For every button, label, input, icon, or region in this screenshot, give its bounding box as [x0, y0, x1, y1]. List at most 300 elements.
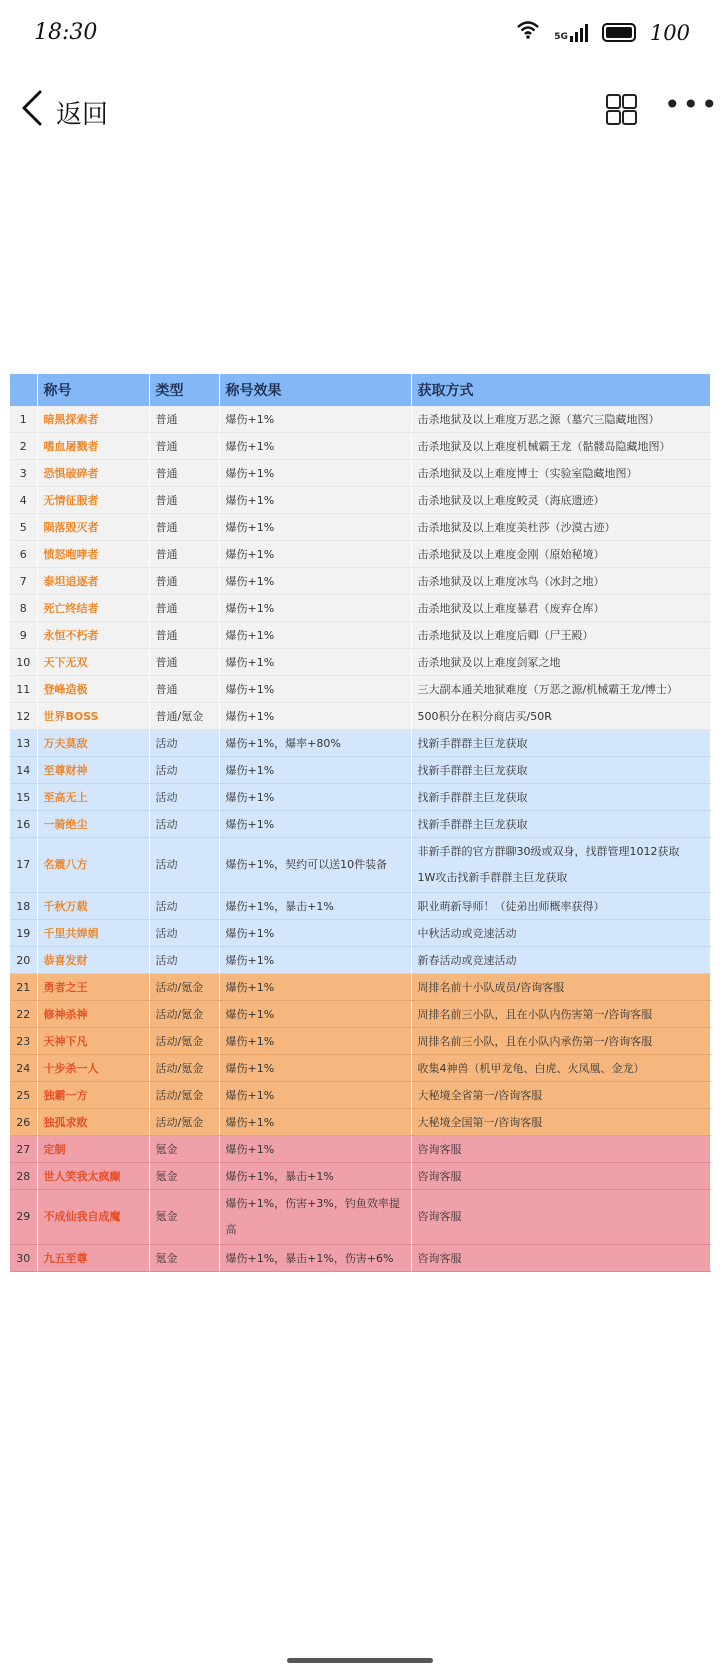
table-row [10, 1163, 710, 1190]
row-title [37, 1082, 149, 1109]
row-index [10, 920, 37, 947]
row-index-text: 24 [16, 1061, 31, 1075]
row-index-text: 4 [19, 493, 27, 507]
row-method-text: 击杀地狱及以上难度金刚（原始秘境） [417, 548, 605, 561]
row-index [10, 622, 37, 649]
row-index [10, 1190, 37, 1245]
table-row [10, 1055, 710, 1082]
row-method [411, 974, 710, 1001]
row-index-text: 9 [19, 628, 27, 642]
table-row [10, 1136, 710, 1163]
row-title [37, 568, 149, 595]
row-type-text: 普通 [155, 656, 178, 669]
row-index [10, 703, 37, 730]
table-row [10, 1190, 710, 1245]
row-effect-text: 爆伤+1% [225, 494, 275, 507]
row-type [149, 649, 219, 676]
row-title-text: 恐惧破碎者 [43, 467, 99, 480]
row-index [10, 784, 37, 811]
row-effect [219, 433, 411, 460]
row-index [10, 595, 37, 622]
row-index [10, 1136, 37, 1163]
row-effect-text: 爆伤+1% [225, 764, 275, 777]
row-index-text: 22 [16, 1007, 31, 1021]
row-type [149, 893, 219, 920]
row-method-text: 职业萌新导师！（徒弟出师概率获得） [417, 900, 605, 913]
table-row [10, 1082, 710, 1109]
row-title [37, 1163, 149, 1190]
row-method-text: 周排名前十小队成员/咨询客服 [417, 981, 565, 994]
row-index-text: 23 [16, 1034, 31, 1048]
row-type-text: 普通 [155, 683, 178, 696]
row-title-text: 天下无双 [43, 656, 88, 669]
row-effect-text: 爆伤+1% [225, 440, 275, 453]
row-title-text: 世界BOSS [43, 710, 99, 723]
row-method-text: 击杀地狱及以上难度万恶之源（墓穴三隐藏地图） [417, 413, 660, 426]
row-effect-text: 爆伤+1%，暴击+1% [225, 900, 334, 913]
row-effect-text: 爆伤+1% [225, 575, 275, 588]
row-type-text: 普通 [155, 602, 178, 615]
row-method [411, 487, 710, 514]
row-effect-text: 爆伤+1%，暴击+1%，伤害+6% [225, 1252, 394, 1265]
row-effect-text: 爆伤+1% [225, 467, 275, 480]
row-effect [219, 622, 411, 649]
table-row [10, 1028, 710, 1055]
row-index [10, 676, 37, 703]
row-title [37, 649, 149, 676]
row-title [37, 838, 149, 893]
row-type [149, 757, 219, 784]
row-index-text: 27 [16, 1142, 31, 1156]
table-row [10, 730, 710, 757]
row-method [411, 1028, 710, 1055]
row-effect-text: 爆伤+1% [225, 1035, 275, 1048]
row-method-text: 三大副本通关地狱难度（万恶之源/机械霸王龙/博士） [417, 683, 678, 696]
row-title [37, 487, 149, 514]
row-index-text: 16 [16, 817, 31, 831]
row-type [149, 622, 219, 649]
row-method-text: 击杀地狱及以上难度后卿（尸王殿） [417, 629, 594, 642]
row-method-text: 咨询客服 [417, 1252, 462, 1265]
row-method-text: 找新手群群主巨龙获取 [417, 791, 528, 804]
row-effect [219, 1245, 411, 1272]
row-index-text: 5 [19, 520, 27, 534]
row-title [37, 1028, 149, 1055]
row-method [411, 676, 710, 703]
row-method-text: 找新手群群主巨龙获取 [417, 764, 528, 777]
row-index [10, 838, 37, 893]
row-type-text: 活动/氪金 [155, 1116, 204, 1129]
table-row [10, 811, 710, 838]
row-method [411, 514, 710, 541]
row-index [10, 406, 37, 433]
row-title [37, 1136, 149, 1163]
row-effect-text: 爆伤+1% [225, 818, 275, 831]
row-type [149, 541, 219, 568]
table-row [10, 595, 710, 622]
row-type [149, 947, 219, 974]
row-method-text: 击杀地狱及以上难度博士（实验室隐藏地图） [417, 467, 638, 480]
row-effect-text: 爆伤+1% [225, 791, 275, 804]
row-index-text: 6 [19, 547, 27, 561]
row-type-text: 普通 [155, 548, 178, 561]
row-type-text: 普通 [155, 629, 178, 642]
title-table-container [10, 374, 710, 1272]
table-row [10, 784, 710, 811]
row-title-text: 无情征服者 [43, 494, 99, 507]
header-effect: 称号效果 [219, 374, 411, 406]
row-method [411, 1055, 710, 1082]
row-effect-text: 爆伤+1%，爆率+80% [225, 737, 341, 750]
row-type [149, 1190, 219, 1245]
row-type-text: 活动 [155, 818, 178, 831]
row-index [10, 460, 37, 487]
row-method-text: 找新手群群主巨龙获取 [417, 818, 528, 831]
row-type-text: 活动 [155, 791, 178, 804]
status-bar [0, 0, 720, 68]
row-type-text: 氪金 [155, 1210, 178, 1223]
row-effect [219, 730, 411, 757]
row-title-text: 永恒不朽者 [43, 629, 99, 642]
row-method [411, 433, 710, 460]
row-type-text: 普通 [155, 521, 178, 534]
row-type-text: 普通 [155, 440, 178, 453]
row-type-text: 活动 [155, 858, 178, 871]
row-method [411, 893, 710, 920]
row-method-text: 新春活动或竞速活动 [417, 954, 517, 967]
row-type [149, 1245, 219, 1272]
row-index [10, 1245, 37, 1272]
row-type [149, 703, 219, 730]
row-title-text: 泰坦追逐者 [43, 575, 99, 588]
row-method-text: 击杀地狱及以上难度机械霸王龙（骷髅岛隐藏地图） [417, 440, 671, 453]
row-effect-text: 爆伤+1% [225, 710, 275, 723]
row-effect-text: 爆伤+1% [225, 981, 275, 994]
row-type [149, 1055, 219, 1082]
row-title [37, 1109, 149, 1136]
row-method-text: 咨询客服 [417, 1210, 462, 1223]
back-button-label[interactable]: 返回 [56, 100, 109, 130]
row-method-text: 咨询客服 [417, 1143, 462, 1156]
row-method-text: 击杀地狱及以上难度剑冢之地 [417, 656, 561, 669]
row-type [149, 514, 219, 541]
row-index-text: 10 [16, 655, 31, 669]
row-effect [219, 920, 411, 947]
row-effect [219, 1055, 411, 1082]
row-index [10, 811, 37, 838]
row-effect [219, 1163, 411, 1190]
row-type-text: 普通 [155, 494, 178, 507]
row-method [411, 1245, 710, 1272]
row-effect [219, 676, 411, 703]
row-title-text: 暗黑探索者 [43, 413, 99, 426]
row-effect-text: 爆伤+1% [225, 1008, 275, 1021]
row-index-text: 26 [16, 1115, 31, 1129]
row-title-text: 独霸一方 [43, 1089, 88, 1102]
row-effect [219, 947, 411, 974]
row-index [10, 433, 37, 460]
row-title-text: 万夫莫敌 [43, 737, 88, 750]
row-type [149, 1082, 219, 1109]
table-row [10, 1109, 710, 1136]
row-method-text: 找新手群群主巨龙获取 [417, 737, 528, 750]
row-type-text: 活动 [155, 927, 178, 940]
row-method-text-line2: 1W攻击找新手群群主巨龙获取 [417, 871, 568, 884]
row-title [37, 811, 149, 838]
row-effect [219, 460, 411, 487]
row-effect [219, 541, 411, 568]
row-effect [219, 893, 411, 920]
row-type [149, 568, 219, 595]
row-method-text: 500积分在积分商店买/50R [417, 710, 552, 723]
title-table [10, 374, 711, 1272]
table-row [10, 433, 710, 460]
row-effect [219, 406, 411, 433]
row-effect [219, 595, 411, 622]
row-type [149, 1001, 219, 1028]
row-title-text: 愤怒咆哮者 [43, 548, 99, 561]
row-effect-text: 爆伤+1%，伤害+3%，钓鱼效率提 [225, 1197, 400, 1210]
row-index-text: 13 [16, 736, 31, 750]
table-header-row [10, 374, 710, 406]
row-method [411, 622, 710, 649]
row-title-text: 恭喜发财 [43, 954, 88, 967]
row-title-text: 一骑绝尘 [43, 818, 88, 831]
nav-bar [0, 80, 720, 140]
row-title [37, 703, 149, 730]
row-type [149, 1028, 219, 1055]
row-type-text: 普通/氪金 [155, 710, 204, 723]
row-method [411, 1001, 710, 1028]
table-row [10, 757, 710, 784]
row-type [149, 730, 219, 757]
row-title [37, 676, 149, 703]
row-title [37, 514, 149, 541]
row-index [10, 568, 37, 595]
row-effect [219, 784, 411, 811]
row-effect-text: 爆伤+1% [225, 1062, 275, 1075]
row-effect [219, 1001, 411, 1028]
row-type [149, 406, 219, 433]
row-title-text: 定制 [43, 1143, 66, 1156]
grid-menu-icon[interactable] [606, 94, 636, 124]
row-type [149, 784, 219, 811]
row-method-text: 收集4神兽（机甲龙龟、白虎、火凤凰、金龙） [417, 1062, 645, 1075]
row-effect [219, 1109, 411, 1136]
row-method-text: 击杀地狱及以上难度鲛灵（海底遗迹） [417, 494, 605, 507]
row-title [37, 460, 149, 487]
row-title-text: 死亡终结者 [43, 602, 99, 615]
row-method [411, 1190, 710, 1245]
row-title [37, 784, 149, 811]
row-method [411, 1109, 710, 1136]
row-type [149, 838, 219, 893]
row-title [37, 541, 149, 568]
row-type [149, 487, 219, 514]
row-index-text: 29 [16, 1210, 31, 1223]
row-effect [219, 757, 411, 784]
row-title [37, 433, 149, 460]
row-title [37, 893, 149, 920]
row-index-text: 18 [16, 899, 31, 913]
row-method [411, 460, 710, 487]
table-row [10, 676, 710, 703]
row-method-text: 中秋活动或竞速活动 [417, 927, 517, 940]
row-type-text: 普通 [155, 575, 178, 588]
row-title [37, 920, 149, 947]
row-index-text: 12 [16, 709, 31, 723]
wifi-icon [516, 20, 540, 45]
row-method-text: 咨询客服 [417, 1170, 462, 1183]
row-title-text: 名震八方 [43, 858, 88, 871]
row-title-text: 天神下凡 [43, 1035, 88, 1048]
row-index-text: 7 [19, 574, 27, 588]
row-title [37, 730, 149, 757]
more-options-icon[interactable]: ••• [664, 88, 720, 121]
row-index [10, 1163, 37, 1190]
row-index [10, 730, 37, 757]
row-method-text: 击杀地狱及以上难度冰鸟（冰封之地） [417, 575, 605, 588]
row-type [149, 974, 219, 1001]
row-index [10, 541, 37, 568]
row-effect-text: 爆伤+1%，契约可以送10件装备 [225, 858, 388, 871]
row-index [10, 514, 37, 541]
row-method [411, 1082, 710, 1109]
row-method-text: 大秘境全省第一/咨询客服 [417, 1089, 543, 1102]
row-effect [219, 1190, 411, 1245]
row-method [411, 703, 710, 730]
row-title [37, 1245, 149, 1272]
row-effect-text: 爆伤+1% [225, 954, 275, 967]
row-effect-text: 爆伤+1% [225, 521, 275, 534]
table-row [10, 649, 710, 676]
row-type [149, 811, 219, 838]
row-effect [219, 811, 411, 838]
row-type-text: 活动/氪金 [155, 1089, 204, 1102]
row-index-text: 21 [16, 980, 31, 994]
row-index-text: 19 [16, 926, 31, 940]
table-row [10, 541, 710, 568]
row-title-text: 千秋万载 [43, 900, 88, 913]
row-effect [219, 974, 411, 1001]
row-index [10, 1028, 37, 1055]
row-index-text: 30 [16, 1251, 31, 1265]
row-effect-text: 爆伤+1% [225, 1089, 275, 1102]
row-title [37, 1190, 149, 1245]
battery-level: 100 [649, 20, 690, 45]
table-row [10, 893, 710, 920]
row-method-text: 周排名前三小队，且在小队内承伤第一/咨询客服 [417, 1035, 653, 1048]
row-index-text: 1 [19, 412, 27, 426]
row-index-text: 28 [16, 1169, 31, 1183]
row-title [37, 757, 149, 784]
row-index [10, 1055, 37, 1082]
row-index [10, 893, 37, 920]
row-effect-text: 爆伤+1% [225, 683, 275, 696]
row-method [411, 947, 710, 974]
status-time: 18:30 [34, 20, 98, 45]
row-type-text: 活动/氪金 [155, 1035, 204, 1048]
row-type [149, 920, 219, 947]
table-row [10, 460, 710, 487]
row-method-text: 周排名前三小队，且在小队内伤害第一/咨询客服 [417, 1008, 653, 1021]
row-method [411, 784, 710, 811]
row-type [149, 1109, 219, 1136]
table-row [10, 920, 710, 947]
table-row [10, 568, 710, 595]
row-title [37, 947, 149, 974]
row-type [149, 1136, 219, 1163]
row-method [411, 649, 710, 676]
row-title-text: 陨落毁灭者 [43, 521, 99, 534]
row-effect-text: 爆伤+1% [225, 927, 275, 940]
row-effect [219, 703, 411, 730]
row-index [10, 947, 37, 974]
row-type-text: 普通 [155, 413, 178, 426]
row-method [411, 595, 710, 622]
row-type-text: 活动/氪金 [155, 1008, 204, 1021]
table-row [10, 1001, 710, 1028]
row-type-text: 氪金 [155, 1170, 178, 1183]
row-title-text: 世人笑我太疯癫 [43, 1170, 121, 1183]
row-effect [219, 838, 411, 893]
row-effect-text: 爆伤+1% [225, 548, 275, 561]
row-method [411, 568, 710, 595]
home-indicator[interactable] [287, 1658, 433, 1663]
table-row [10, 703, 710, 730]
row-index [10, 1082, 37, 1109]
row-effect [219, 568, 411, 595]
row-title [37, 622, 149, 649]
row-index-text: 20 [16, 953, 31, 967]
header-method: 获取方式 [411, 374, 710, 406]
row-index-text: 25 [16, 1088, 31, 1102]
row-effect-text-line2: 高 [225, 1223, 237, 1236]
row-method [411, 811, 710, 838]
row-effect-text: 爆伤+1%，暴击+1% [225, 1170, 334, 1183]
row-effect-text: 爆伤+1% [225, 1116, 275, 1129]
table-row [10, 406, 710, 433]
row-effect [219, 1136, 411, 1163]
row-index-text: 17 [16, 858, 31, 871]
row-effect [219, 1082, 411, 1109]
signal-icon [554, 24, 588, 42]
table-row [10, 622, 710, 649]
row-method-text: 击杀地狱及以上难度美杜莎（沙漠古迹） [417, 521, 616, 534]
row-method-text: 击杀地狱及以上难度暴君（废弃仓库） [417, 602, 605, 615]
header-type: 类型 [149, 374, 219, 406]
battery-icon [602, 23, 636, 42]
row-type [149, 1163, 219, 1190]
row-index [10, 487, 37, 514]
row-title-text: 千里共婵娟 [43, 927, 99, 940]
row-method [411, 1163, 710, 1190]
row-method [411, 838, 710, 893]
row-method [411, 406, 710, 433]
row-title-text: 十步杀一人 [43, 1062, 99, 1075]
row-title-text: 不成仙我自成魔 [43, 1210, 121, 1223]
row-type-text: 活动/氪金 [155, 1062, 204, 1075]
row-title [37, 406, 149, 433]
table-row [10, 947, 710, 974]
table-row [10, 1245, 710, 1272]
row-title-text: 至尊财神 [43, 764, 88, 777]
row-method-text: 大秘境全国第一/咨询客服 [417, 1116, 543, 1129]
row-type-text: 普通 [155, 467, 178, 480]
row-effect [219, 514, 411, 541]
row-index [10, 757, 37, 784]
row-type [149, 433, 219, 460]
